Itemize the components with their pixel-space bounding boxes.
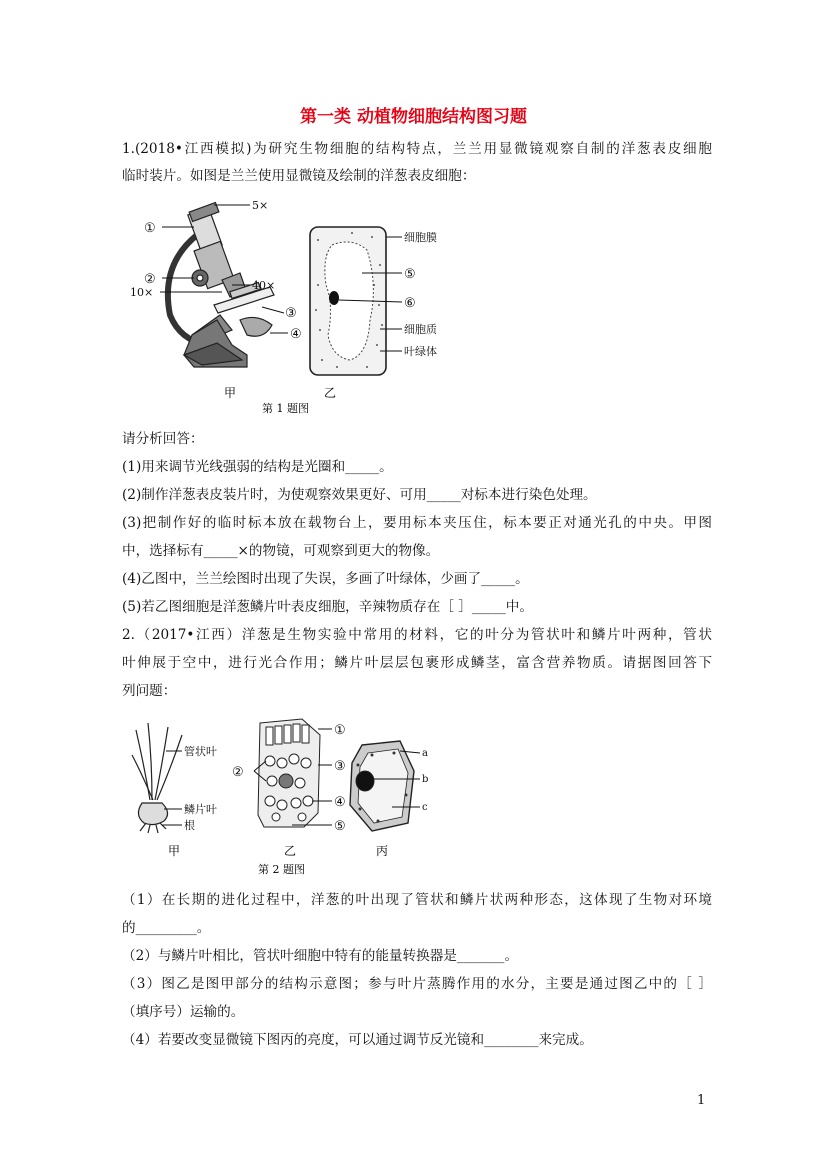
q2-stem-line2: 叶伸展于空中，进行光合作用；鳞片叶层层包裹形成鳞茎，富含营养物质。请据图回答下 xyxy=(122,655,712,671)
q2-sub2: （2）与鳞片叶相比，管状叶细胞中特有的能量转换器是_______。 xyxy=(122,948,519,964)
fig2-label-c: c xyxy=(422,802,428,813)
q1-sub2: (2)制作洋葱表皮装片时，为使观察效果更好、可用_____对标本进行染色处理。 xyxy=(122,487,597,503)
fig2-label-1: ① xyxy=(334,723,346,738)
objective-40-label: 40× xyxy=(252,279,276,292)
chloroplast-label: 叶绿体 xyxy=(404,345,437,358)
fig1-caption-yi: 乙 xyxy=(324,386,337,400)
scale-leaf-label: 鳞片叶 xyxy=(184,803,217,816)
q1-sub1: (1)用来调节光线强弱的结构是光圈和_____。 xyxy=(122,459,393,475)
tube-leaf-label: 管状叶 xyxy=(184,745,217,758)
q2-sub4: （4）若要改变显微镜下图丙的亮度，可以通过调节反光镜和________来完成。 xyxy=(122,1032,593,1048)
fig2-caption-bing: 丙 xyxy=(376,844,389,858)
fig2-caption: 第 2 题图 xyxy=(258,863,305,875)
fig2-label-2: ② xyxy=(232,765,244,780)
q2-sub1-line2: 的_________。 xyxy=(122,920,211,936)
fig2-label-4: ④ xyxy=(334,795,346,810)
fig1-caption: 第 1 题图 xyxy=(262,402,309,415)
page-title: 第一类 动植物细胞结构图习题 xyxy=(300,107,527,127)
q1-stem-line1: 1.(2018•江西模拟)为研究生物细胞的结构特点，兰兰用显微镜观察自制的洋葱表皮细胞 xyxy=(122,141,712,157)
q2-figure xyxy=(122,715,442,875)
q1-figure xyxy=(122,195,462,415)
root-label: 根 xyxy=(184,819,195,832)
fig1-caption-jia: 甲 xyxy=(224,386,237,400)
q1-prompt: 请分析回答： xyxy=(122,431,204,447)
objective-10-label: 10× xyxy=(130,286,154,299)
q2-stem-line1: 2.（2017•江西）洋葱是生物实验中常用的材料，它的叶分为管状叶和鳞片叶两种，管状 xyxy=(122,627,712,643)
cell-membrane-label: 细胞膜 xyxy=(404,231,437,244)
fig1-label-4: ④ xyxy=(290,327,302,342)
fig2-label-5: ⑤ xyxy=(334,819,346,834)
q2-stem-line3: 列问题： xyxy=(122,683,177,699)
fig2-label-a: a xyxy=(422,748,428,759)
onion-plant-illustration xyxy=(132,723,182,833)
q2-sub3-line1: （3）图乙是图甲部分的结构示意图；参与叶片蒸腾作用的水分，主要是通过图乙中的［ ］ xyxy=(122,976,712,992)
fig1-label-5: ⑤ xyxy=(404,267,416,282)
q1-sub4: (4)乙图中，兰兰绘图时出现了失误，多画了叶绿体，少画了_____。 xyxy=(122,571,529,587)
q1-sub5: (5)若乙图细胞是洋葱鳞片叶表皮细胞，辛辣物质存在［ ］_____中。 xyxy=(122,599,533,615)
q1-sub3-line2: 中，选择标有_____×的物镜，可观察到更大的物像。 xyxy=(122,543,440,559)
fig2-label-b: b xyxy=(422,774,429,785)
q2-sub3-line2: （填序号）运输的。 xyxy=(122,1004,245,1020)
q2-sub1-line1: （1）在长期的进化过程中，洋葱的叶出现了管状和鳞片状两种形态，这体现了生物对环境 xyxy=(122,892,712,908)
eyepiece-label: 5× xyxy=(252,199,269,212)
fig1-label-3: ③ xyxy=(285,306,297,321)
fig2-label-3: ③ xyxy=(334,759,346,774)
fig1-label-1: ① xyxy=(144,221,156,236)
fig2-caption-jia: 甲 xyxy=(168,844,181,858)
fig2-caption-yi: 乙 xyxy=(284,844,297,858)
plant-cell-illustration xyxy=(350,741,414,831)
cytoplasm-label: 细胞质 xyxy=(404,323,437,336)
leaf-section-illustration xyxy=(258,719,320,827)
q1-sub3-line1: (3)把制作好的临时标本放在载物台上，要用标本夹压住，标本要正对通光孔的中央。甲图 xyxy=(122,515,712,531)
q1-stem-line2: 临时装片。如图是兰兰使用显微镜及绘制的洋葱表皮细胞： xyxy=(122,168,476,184)
page-number: 1 xyxy=(697,1093,706,1108)
fig1-label-6: ⑥ xyxy=(404,296,416,311)
fig1-label-2: ② xyxy=(144,272,156,287)
